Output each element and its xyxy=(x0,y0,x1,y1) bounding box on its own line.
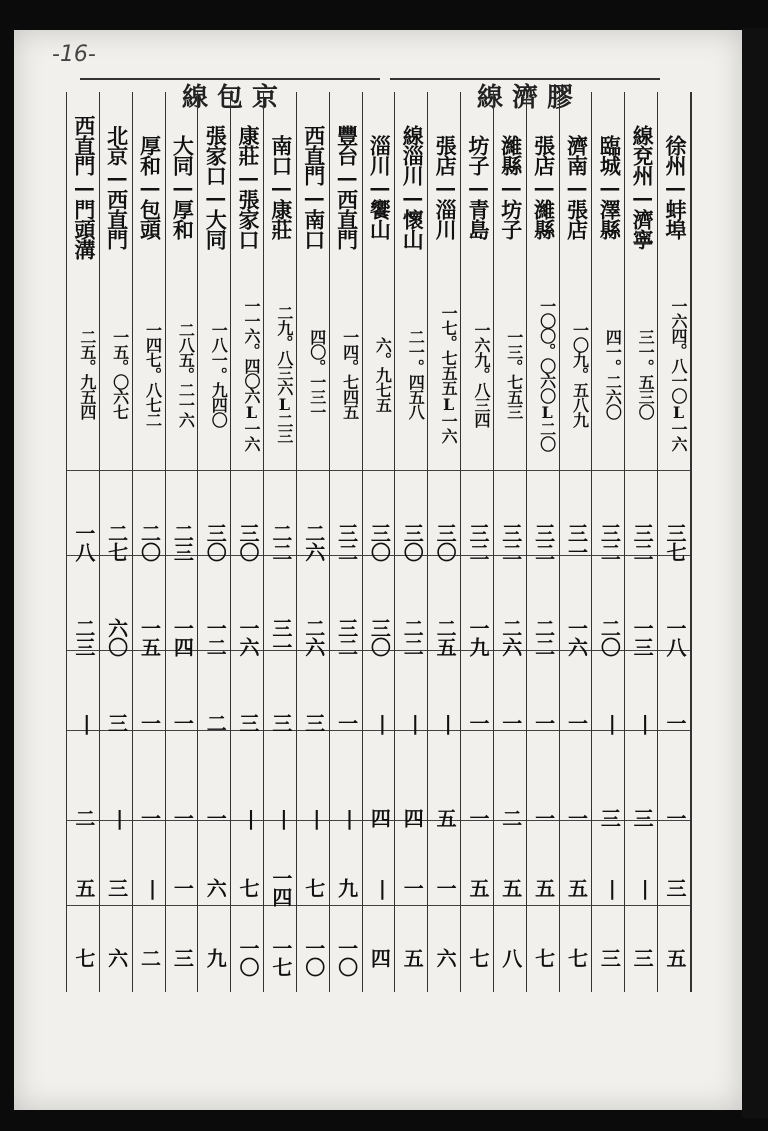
cell-distance: 一五。〇六七 xyxy=(110,329,130,419)
table-column xyxy=(263,92,296,992)
cell-value-b: 三二 xyxy=(334,618,359,656)
cell-value-a: 二六 xyxy=(301,523,326,561)
cell-value-e: 九 xyxy=(334,877,359,897)
cell-value-c: 一 xyxy=(531,712,556,732)
cell-value-b: 二六 xyxy=(301,618,326,656)
cell-value-d: 一 xyxy=(663,807,687,827)
cell-value-c: 一 xyxy=(334,712,359,732)
cell-value-f: 九 xyxy=(203,947,228,967)
cell-line-name: 豐台—西直門 xyxy=(334,125,360,249)
cell-value-a: 一八 xyxy=(71,523,96,561)
cell-distance: 二九。八三六L二三 xyxy=(274,305,294,443)
cell-line-name: 北京—西直門 xyxy=(104,125,130,249)
cell-value-b: 一八 xyxy=(663,618,687,656)
cell-value-d: 三 xyxy=(630,807,655,827)
cell-value-d: | xyxy=(304,805,329,829)
cell-line-name: 大同—厚和 xyxy=(170,135,196,239)
cell-distance: 四一。二六〇 xyxy=(603,329,623,419)
cell-line-name: 徐州—蚌埠 xyxy=(663,135,688,239)
cell-value-b: 一九 xyxy=(465,618,490,656)
cell-distance: 一一六。四〇六L一六 xyxy=(242,297,262,451)
cell-value-e: 五 xyxy=(71,877,96,897)
cell-value-f: 七 xyxy=(564,947,589,967)
cell-line-name: 線兗州—濟寧 xyxy=(630,125,656,249)
cell-value-c: 一 xyxy=(564,712,589,732)
cell-value-d: 一 xyxy=(564,807,589,827)
page-edge xyxy=(742,28,768,1118)
cell-value-c: 一 xyxy=(465,712,490,732)
cell-distance: 一七。七五五L一六 xyxy=(439,305,459,443)
cell-line-name: 淄川—饗山 xyxy=(367,135,393,239)
cell-value-d: 一 xyxy=(170,807,195,827)
table-column xyxy=(460,92,493,992)
cell-distance: 一〇〇。〇六〇L二〇 xyxy=(537,297,557,451)
table-column xyxy=(296,92,329,992)
cell-line-name: 西直門—門頭溝 xyxy=(71,115,97,259)
cell-value-e: | xyxy=(140,875,165,899)
cell-distance: 一六四。八一〇L一六 xyxy=(669,297,688,451)
table-column xyxy=(559,92,592,992)
cell-distance: 二五。九五四 xyxy=(77,329,97,419)
cell-value-a: 二三 xyxy=(170,523,195,561)
table-column xyxy=(66,92,99,992)
cell-value-e: 五 xyxy=(564,877,589,897)
cell-value-c: 一 xyxy=(170,712,195,732)
table-column xyxy=(99,92,132,992)
cell-line-name: 濰縣—坊子 xyxy=(498,135,524,239)
cell-distance: 六。九七五 xyxy=(373,336,393,412)
cell-line-name: 濟南—張店 xyxy=(564,135,590,239)
cell-value-b: 二六 xyxy=(498,618,523,656)
header-band-right: 線 濟 膠 xyxy=(390,78,660,110)
cell-value-e: 七 xyxy=(301,877,326,897)
cell-value-d: 三 xyxy=(597,807,622,827)
table-column xyxy=(230,92,263,992)
table-column xyxy=(624,92,657,992)
cell-distance: 一八一。九四〇 xyxy=(209,321,229,427)
cell-value-a: 三七 xyxy=(663,523,687,561)
cell-value-d: 一 xyxy=(137,807,162,827)
cell-value-d: 二 xyxy=(71,807,96,827)
cell-distance: 二一。四五八 xyxy=(406,329,426,419)
cell-value-e: 一 xyxy=(433,877,458,897)
cell-value-d: | xyxy=(271,805,296,829)
cell-value-e: 一四 xyxy=(268,868,293,906)
cell-line-name: 南口—康莊 xyxy=(268,135,294,239)
cell-value-b: 一六 xyxy=(564,618,589,656)
cell-value-c: | xyxy=(436,710,461,734)
cell-value-e: 五 xyxy=(531,877,556,897)
cell-value-a: 三〇 xyxy=(367,523,392,561)
cell-value-b: 二二 xyxy=(531,618,556,656)
cell-value-a: 二七 xyxy=(104,523,129,561)
cell-value-e: 五 xyxy=(465,877,490,897)
cell-line-name: 張店—濰縣 xyxy=(531,135,557,239)
cell-value-b: 三一 xyxy=(268,618,293,656)
cell-value-d: 五 xyxy=(433,807,458,827)
cell-value-c: 一 xyxy=(137,712,162,732)
cell-value-f: 四 xyxy=(367,947,392,967)
cell-value-d: | xyxy=(239,805,264,829)
table-column xyxy=(394,92,427,992)
cell-line-name: 西直門—南口 xyxy=(301,125,327,249)
cell-value-e: 七 xyxy=(236,877,261,897)
cell-line-name: 張店—淄川 xyxy=(433,135,459,239)
table-column xyxy=(165,92,198,992)
cell-value-f: 三 xyxy=(170,947,195,967)
cell-value-a: 三二 xyxy=(465,523,490,561)
cell-value-e: 六 xyxy=(203,877,228,897)
cell-line-name: 臨城—澤縣 xyxy=(597,135,623,239)
cell-value-f: 五 xyxy=(663,947,687,967)
cell-value-f: 一七 xyxy=(268,938,293,976)
cell-value-a: 三〇 xyxy=(236,523,261,561)
page-number: -16- xyxy=(52,42,96,67)
cell-distance: 一六九。八三四 xyxy=(471,321,491,427)
cell-value-b: 一二 xyxy=(203,618,228,656)
cell-value-c: 三 xyxy=(301,712,326,732)
cell-line-name: 線淄川—懷山 xyxy=(400,125,426,249)
cell-value-b: 一四 xyxy=(170,618,195,656)
table-column xyxy=(591,92,624,992)
table-column xyxy=(329,92,362,992)
table-column xyxy=(132,92,165,992)
cell-value-b: 三〇 xyxy=(367,618,392,656)
cell-value-c: 二 xyxy=(203,712,228,732)
cell-value-c: 一 xyxy=(663,712,687,732)
cell-value-d: 四 xyxy=(367,807,392,827)
cell-value-e: 三 xyxy=(104,877,129,897)
cell-value-f: 二 xyxy=(137,947,162,967)
cell-value-f: 一〇 xyxy=(334,938,359,976)
cell-value-d: 一 xyxy=(465,807,490,827)
cell-value-e: | xyxy=(633,875,658,899)
cell-value-d: 二 xyxy=(498,807,523,827)
cell-distance: 四〇。一三一 xyxy=(307,329,327,419)
cell-value-c: | xyxy=(370,710,395,734)
cell-value-d: | xyxy=(337,805,362,829)
cell-value-e: | xyxy=(600,875,625,899)
cell-value-d: 四 xyxy=(400,807,425,827)
cell-value-f: 六 xyxy=(104,947,129,967)
cell-distance: 二八五。二一六 xyxy=(176,321,196,427)
cell-value-c: 三 xyxy=(268,712,293,732)
cell-value-f: 七 xyxy=(465,947,490,967)
cell-value-f: 五 xyxy=(400,947,425,967)
cell-line-name: 坊子—青島 xyxy=(465,135,491,239)
cell-value-c: 三 xyxy=(104,712,129,732)
cell-line-name: 康莊—張家口 xyxy=(236,125,262,249)
table-column xyxy=(362,92,395,992)
cell-value-f: 六 xyxy=(433,947,458,967)
cell-value-f: 三 xyxy=(630,947,655,967)
table-column xyxy=(657,92,690,992)
cell-value-a: 三〇 xyxy=(400,523,425,561)
cell-value-a: 三二 xyxy=(597,523,622,561)
cell-value-c: | xyxy=(600,710,625,734)
cell-value-e: 三 xyxy=(663,877,687,897)
header-band-left: 線 包 京 xyxy=(80,78,380,110)
cell-value-e: 一 xyxy=(170,877,195,897)
cell-value-b: 二〇 xyxy=(597,618,622,656)
cell-value-f: 七 xyxy=(531,947,556,967)
cell-value-b: 二五 xyxy=(433,618,458,656)
cell-value-a: 三二 xyxy=(531,523,556,561)
cell-value-c: 一 xyxy=(498,712,523,732)
cell-value-a: 三〇 xyxy=(433,523,458,561)
table-column xyxy=(427,92,460,992)
cell-line-name: 厚和—包頭 xyxy=(137,135,163,239)
cell-value-f: 一〇 xyxy=(236,938,261,976)
cell-value-e: 五 xyxy=(498,877,523,897)
cell-value-b: 六〇 xyxy=(104,618,129,656)
cell-value-e: | xyxy=(370,875,395,899)
cell-value-c: | xyxy=(74,710,99,734)
cell-value-a: 三一 xyxy=(564,523,589,561)
table-column xyxy=(493,92,526,992)
cell-value-a: 二〇 xyxy=(137,523,162,561)
cell-value-b: 一六 xyxy=(236,618,261,656)
cell-value-f: 七 xyxy=(71,947,96,967)
cell-distance: 三一。五三〇 xyxy=(636,329,656,419)
cell-value-f: 一〇 xyxy=(301,938,326,976)
cell-value-b: 二二 xyxy=(400,618,425,656)
cell-distance: 一四。七四五 xyxy=(340,329,360,419)
cell-distance: 一〇九。五八九 xyxy=(570,321,590,427)
cell-value-c: | xyxy=(403,710,428,734)
cell-value-d: 一 xyxy=(203,807,228,827)
cell-value-d: 一 xyxy=(531,807,556,827)
cell-value-d: | xyxy=(107,805,132,829)
cell-value-c: 三 xyxy=(236,712,261,732)
cell-value-c: | xyxy=(633,710,658,734)
cell-value-f: 三 xyxy=(597,947,622,967)
cell-value-a: 三二 xyxy=(334,523,359,561)
cell-distance: 一四七。八七二 xyxy=(143,321,163,427)
table-column xyxy=(526,92,559,992)
cell-value-e: 一 xyxy=(400,877,425,897)
cell-value-b: 一三 xyxy=(630,618,655,656)
table-column xyxy=(197,92,230,992)
cell-value-a: 三二 xyxy=(630,523,655,561)
cell-value-b: 一五 xyxy=(137,618,162,656)
railway-table xyxy=(66,92,692,992)
cell-value-f: 八 xyxy=(498,947,523,967)
cell-value-a: 三二 xyxy=(498,523,523,561)
cell-distance: 一三。七五三 xyxy=(504,329,524,419)
cell-value-a: 三〇 xyxy=(203,523,228,561)
cell-line-name: 張家口—大同 xyxy=(203,125,229,249)
cell-value-b: 二三 xyxy=(71,618,96,656)
cell-value-a: 二二 xyxy=(268,523,293,561)
